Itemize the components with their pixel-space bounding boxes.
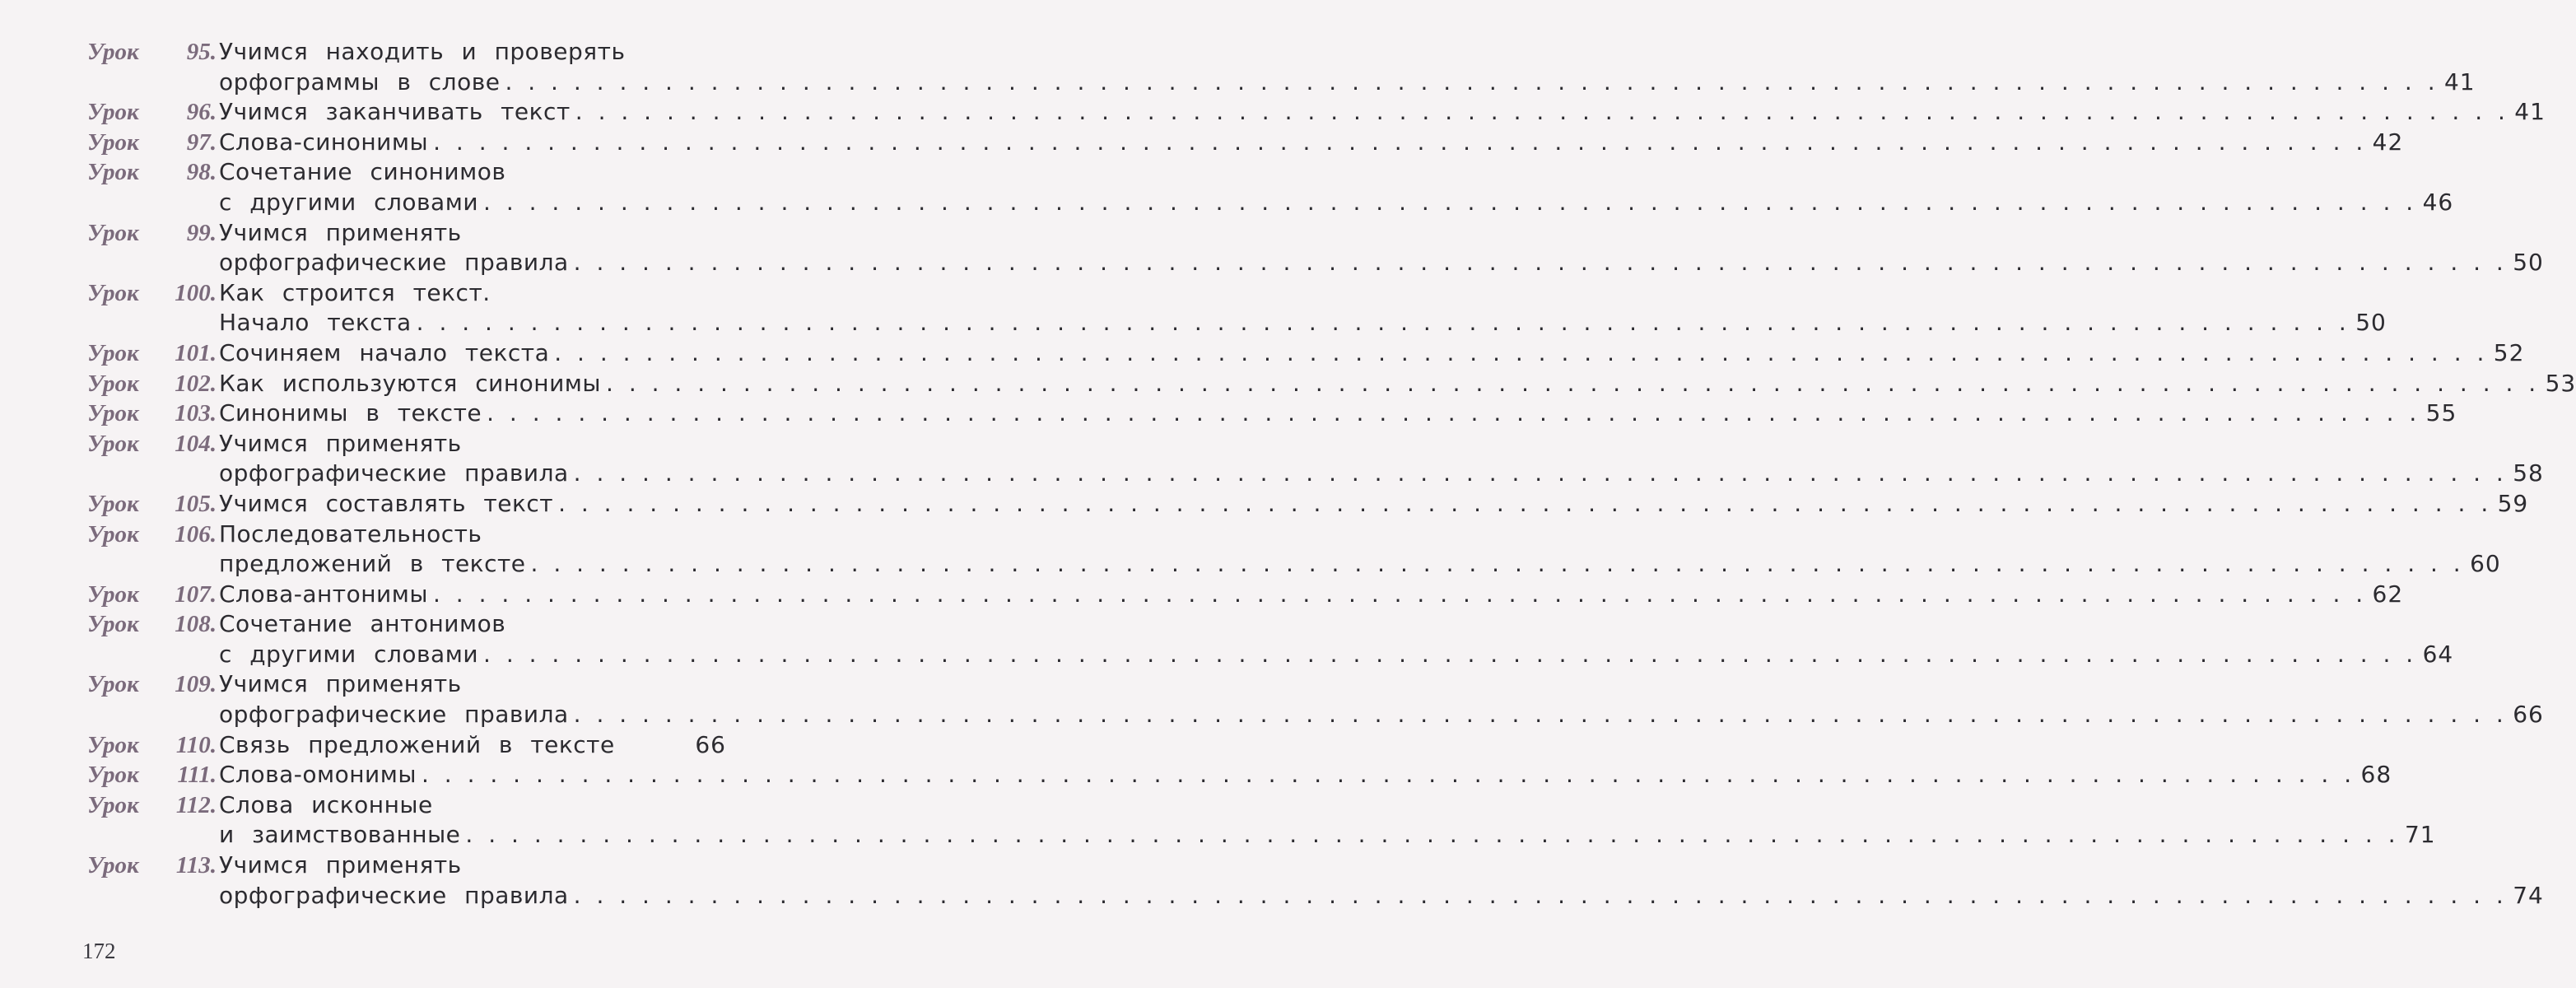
- lesson-number: 96.: [186, 99, 217, 126]
- title-line: [219, 37, 2476, 68]
- toc-entry: [87, 429, 2544, 489]
- title-text: Учимся применять: [219, 670, 462, 698]
- title-text: Сочиняем начало текста: [219, 338, 550, 366]
- lesson-number: 99.: [186, 219, 217, 246]
- dot-leader: [574, 459, 2503, 489]
- title-text: Синонимы в тексте: [219, 399, 482, 427]
- lesson-word: Урок: [87, 279, 139, 306]
- title-line: [219, 609, 2453, 640]
- dot-leader: [487, 398, 2415, 429]
- title-line: [219, 128, 2403, 158]
- toc-entry: [87, 157, 2454, 217]
- title-text: Связь предложений в тексте: [219, 730, 615, 758]
- dot-leader: [558, 489, 2487, 520]
- title-text: Слова исконные: [219, 790, 433, 818]
- title-text: орфографические правила: [219, 701, 569, 729]
- page-ref: 74: [2513, 881, 2544, 909]
- lesson-word: Урок: [87, 731, 139, 758]
- lesson-word: Урок: [87, 99, 139, 126]
- dot-leader: [483, 640, 2412, 670]
- lesson-number: 112.: [175, 791, 217, 818]
- title-text: Учимся применять: [219, 429, 462, 457]
- lesson-title: [219, 369, 2576, 399]
- lesson-number: 108.: [175, 611, 217, 638]
- page-ref: 55: [2425, 399, 2457, 427]
- toc-entry: [87, 609, 2454, 669]
- title-text: предложений в тексте: [219, 550, 526, 578]
- lesson-number: 106.: [175, 520, 217, 548]
- lesson-title: [219, 489, 2528, 520]
- lesson-number: 109.: [175, 671, 217, 698]
- lesson-title: [219, 730, 726, 761]
- title-line: [219, 369, 2576, 399]
- lesson-number: 95.: [186, 39, 217, 65]
- lesson-number: 113.: [175, 852, 217, 879]
- toc-entry: [87, 37, 2476, 97]
- title-line: [219, 429, 2544, 459]
- lesson-word: Урок: [87, 671, 139, 698]
- lesson-word: Урок: [87, 400, 139, 427]
- lesson-title: [219, 760, 2392, 790]
- lesson-word: Урок: [87, 852, 139, 879]
- title-line: [219, 520, 2501, 550]
- toc-entry: [87, 851, 2544, 911]
- page-ref: 42: [2372, 128, 2404, 156]
- page-ref: 50: [2355, 309, 2387, 337]
- title-text: Начало текста: [219, 309, 412, 337]
- dot-leader: [574, 881, 2503, 911]
- toc-entry: [87, 520, 2501, 580]
- lesson-word: Урок: [87, 490, 139, 517]
- title-text: орфограммы в слове: [219, 68, 501, 96]
- lesson-title: [219, 609, 2453, 669]
- toc-entry: [87, 760, 2392, 790]
- page-ref: 58: [2513, 459, 2544, 487]
- title-text: орфографические правила: [219, 881, 569, 909]
- page-ref: 41: [2514, 98, 2546, 126]
- title-text: Сочетание синонимов: [219, 158, 506, 186]
- title-text: Учимся применять: [219, 851, 462, 879]
- page-ref: 66: [695, 730, 726, 758]
- dot-leader: [505, 68, 2434, 98]
- page-ref: 66: [2513, 701, 2544, 729]
- title-line: [219, 188, 2453, 218]
- page-ref: 59: [2497, 489, 2529, 517]
- dot-leader: [574, 700, 2503, 730]
- toc-entry: [87, 669, 2544, 729]
- lesson-number: 111.: [177, 762, 217, 789]
- lesson-number: 105.: [175, 490, 217, 517]
- dot-leader: [575, 97, 2504, 128]
- toc-entry: [87, 338, 2525, 369]
- lesson-number: 102.: [175, 370, 217, 397]
- dot-leader: [483, 188, 2412, 218]
- lesson-word: Урок: [87, 219, 139, 246]
- toc-entry: [87, 278, 2387, 338]
- title-text: орфографические правила: [219, 459, 569, 487]
- title-text: Последовательность: [219, 520, 482, 548]
- lesson-number: 98.: [186, 159, 217, 186]
- title-line: [219, 157, 2453, 188]
- dot-leader: [531, 549, 2460, 580]
- title-line: [219, 489, 2528, 520]
- toc-entry: [87, 218, 2544, 278]
- title-text: Учимся заканчивать текст: [219, 98, 571, 126]
- toc-entry: [87, 580, 2404, 610]
- lesson-title: [219, 218, 2544, 278]
- title-text: с другими словами: [219, 188, 479, 216]
- page-ref: 62: [2372, 580, 2404, 608]
- page-ref: 60: [2470, 550, 2501, 578]
- title-line: [219, 278, 2387, 309]
- title-line: [219, 549, 2501, 580]
- title-line: [219, 580, 2403, 610]
- title-line: [219, 700, 2544, 730]
- toc-entry: [87, 398, 2457, 429]
- lesson-number: 110.: [175, 731, 217, 758]
- lesson-title: [219, 278, 2387, 338]
- title-text: Учимся находить и проверять: [219, 38, 626, 65]
- lesson-word: Урок: [87, 520, 139, 548]
- title-line: [219, 669, 2544, 700]
- title-text: Слова-омонимы: [219, 761, 417, 789]
- title-text: Учимся применять: [219, 218, 462, 246]
- lesson-number: 97.: [186, 128, 217, 156]
- lesson-number: 101.: [175, 339, 217, 366]
- title-line: [219, 459, 2544, 489]
- lesson-word: Урок: [87, 762, 139, 789]
- title-line: [219, 640, 2453, 670]
- title-text: Слова-антонимы: [219, 580, 428, 608]
- page-ref: 64: [2422, 640, 2454, 668]
- table-of-contents: [87, 37, 2576, 911]
- lesson-title: [219, 580, 2403, 610]
- toc-entry: [87, 489, 2529, 520]
- lesson-word: Урок: [87, 39, 139, 65]
- lesson-title: [219, 37, 2476, 97]
- lesson-word: Урок: [87, 791, 139, 818]
- toc-entry: [87, 97, 2546, 128]
- title-line: [219, 398, 2457, 429]
- title-text: с другими словами: [219, 640, 479, 668]
- lesson-word: Урок: [87, 159, 139, 186]
- lesson-title: [219, 790, 2436, 851]
- lesson-word: Урок: [87, 580, 139, 608]
- page-ref: 41: [2443, 68, 2476, 96]
- lesson-title: [219, 851, 2544, 911]
- title-line: [219, 308, 2387, 338]
- lesson-title: [219, 398, 2457, 429]
- lesson-word: Урок: [87, 370, 139, 397]
- title-line: [219, 881, 2544, 911]
- dot-leader: [417, 308, 2345, 338]
- lesson-word: Урок: [87, 430, 139, 457]
- lesson-title: [219, 128, 2403, 158]
- lesson-title: [219, 97, 2546, 128]
- dot-leader: [606, 369, 2535, 399]
- page-ref: 68: [2360, 761, 2392, 789]
- lesson-title: [219, 669, 2544, 729]
- title-text: Как используются синонимы: [219, 369, 602, 397]
- page-ref: 46: [2422, 188, 2454, 216]
- lesson-number: 103.: [175, 400, 217, 427]
- title-text: Сочетание антонимов: [219, 610, 506, 638]
- title-line: [219, 730, 726, 761]
- page-ref: 53: [2545, 369, 2576, 397]
- lesson-title: [219, 157, 2453, 217]
- lesson-number: 107.: [175, 580, 217, 608]
- title-line: [219, 97, 2546, 128]
- dot-leader: [574, 248, 2503, 278]
- title-line: [219, 790, 2436, 821]
- dot-leader: [433, 128, 2362, 158]
- lesson-word: Урок: [87, 128, 139, 156]
- lesson-title: [219, 520, 2501, 580]
- lesson-number: 104.: [175, 430, 217, 457]
- dot-leader: [465, 820, 2394, 851]
- toc-entry: [87, 369, 2576, 399]
- title-line: [219, 851, 2544, 881]
- page-ref: 71: [2404, 821, 2436, 849]
- title-text: и заимствованные: [219, 821, 461, 849]
- toc-entry: [87, 790, 2436, 851]
- lesson-number: 100.: [175, 279, 217, 306]
- toc-entry: [87, 730, 726, 761]
- dot-leader: [422, 760, 2350, 790]
- page-number: 172: [82, 939, 116, 963]
- dot-leader: [433, 580, 2362, 610]
- title-line: [219, 218, 2544, 249]
- title-line: [219, 338, 2524, 369]
- page-ref: 50: [2513, 249, 2544, 277]
- title-line: [219, 760, 2392, 790]
- title-line: [219, 820, 2436, 851]
- lesson-word: Урок: [87, 611, 139, 638]
- title-text: Учимся составлять текст: [219, 489, 554, 517]
- page-ref: 52: [2493, 338, 2525, 366]
- dot-leader: [554, 338, 2483, 369]
- title-line: [219, 68, 2476, 98]
- title-text: орфографические правила: [219, 249, 569, 277]
- title-text: Как строится текст.: [219, 278, 491, 306]
- lesson-word: Урок: [87, 339, 139, 366]
- title-text: Слова-синонимы: [219, 128, 429, 156]
- lesson-title: [219, 338, 2524, 369]
- title-line: [219, 248, 2544, 278]
- toc-entry: [87, 128, 2404, 158]
- lesson-title: [219, 429, 2544, 489]
